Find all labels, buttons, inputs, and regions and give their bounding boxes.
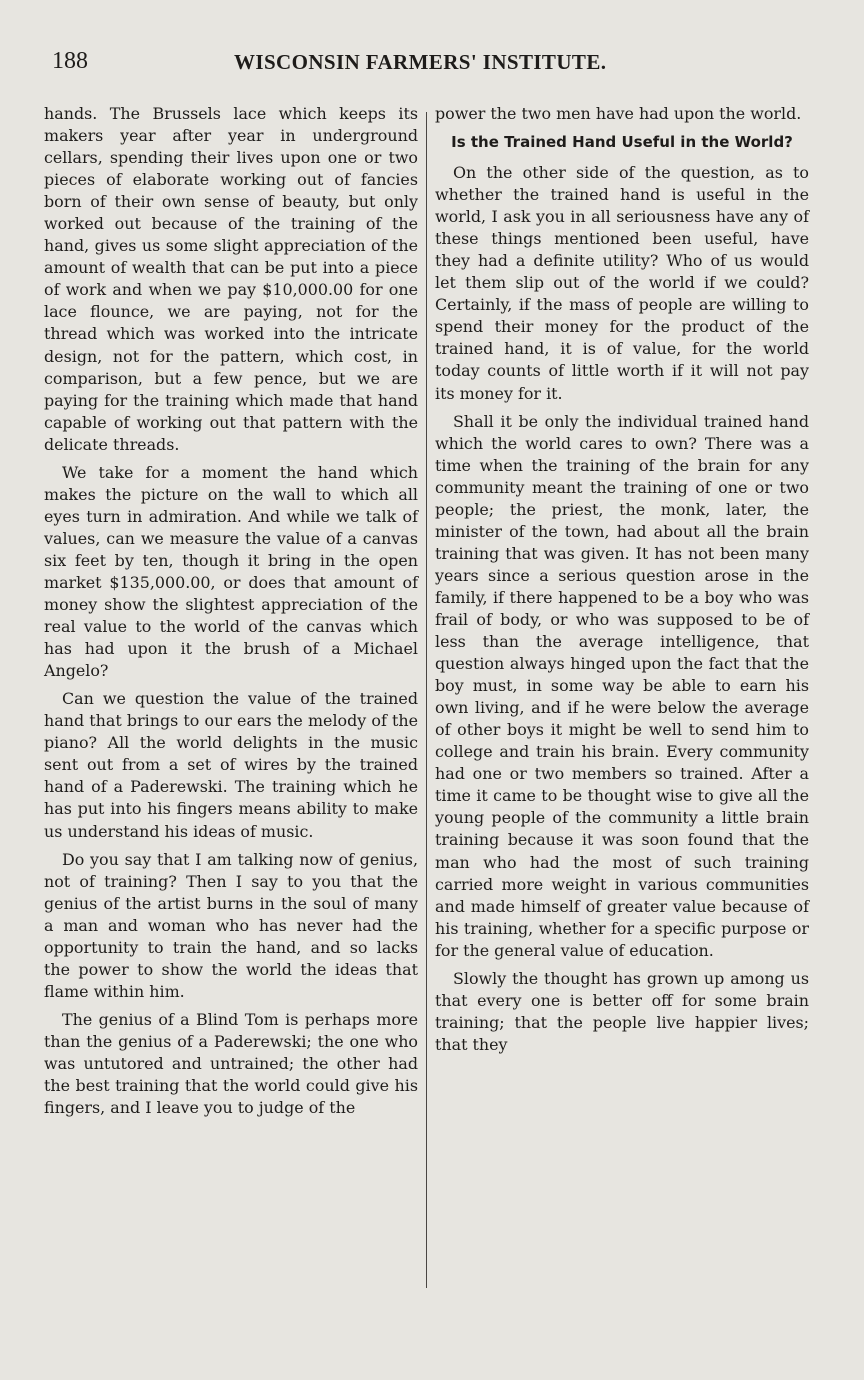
paragraph-genius: Do you say that I am talking now of genius, not of training? Then I say to you that the genius of the artist burns in the soul of many a man and woman who has never had the opportunity to train the hand, and so lacks the power to show the world the ideas that flame within him. (44, 849, 418, 1001)
section-heading: Is the Trained Hand Useful in the World? (451, 133, 793, 152)
page-number: 188 (52, 48, 88, 74)
running-title: WISCONSIN FARMERS' INSTITUTE. (234, 50, 607, 74)
paragraph-brain-training: Shall it be only the individual trained hand which the world cares to own? There was a time when the training of the brain for any community meant the training of one or two people; the priest, the monk, later, the minister of the town, had about all the brain training that was given. It has not been many years since a serious question arose in the family, if there happened to be a boy who was frail of body, or who was supposed to be of less than the average intelligence, that question always hinged upon the fact that the boy must, in some way be able to earn his own living, and if he were below the average of other boys it might be well to send him to college and train his brain. Every community had one or two members so trained. After a time it came to be thought wise to give all the young people of the community a little brain training because it was soon found that the man who had the most of such training carried more weight in various communities and made himself of greater value because of his training, whether for a specific purpose or for the general value of education. (435, 411, 809, 960)
paragraph-brussels-lace: hands. The Brussels lace which keeps its makers year after year in underground cellars, spending their lives upon one or two pieces of elaborate working out of fancies born of their own sense of beauty, but only worked out because of the training of the hand, gives us some slight appreciation of the amount of wealth that can be put into a piece of work and when we pay $10,000.00 for one lace flounce, we are paying, not for the thread which was worked into the intricate design, not for the pattern, which cost, in comparison, but a few pence, but we are paying for the training which made that hand capable of working out that pattern with the delicate threads. (44, 104, 418, 454)
paragraph-continued: power the two men have had upon the world. (435, 104, 802, 123)
paragraph-blind-tom: The genius of a Blind Tom is perhaps more than the genius of a Paderewski; the one who was untutored and untrained; the other had the best training that the world could give his fingers, and I leave you to judge of the (44, 1009, 418, 1118)
paragraph-piano: Can we question the value of the trained hand that brings to our ears the melody of the piano? All the world delights in the music sent out from a set of wires by the trained hand of a Paderewski. The training which he has put into his fingers means ability to make us understand his ideas of music. (44, 689, 418, 841)
left-column (44, 103, 418, 1125)
paragraph-usefulness: On the other side of the question, as to whether the trained hand is useful in the world, I ask you in all seriousness have any of these things mentioned been useful, have they had a definite utility? Who of us would let them slip out of the world if we could? Certainly, if the mass of people are willing to spend their money for the product of the trained hand, it is of value, for the world today counts of little worth if it will not pay its money for it. (435, 163, 809, 403)
running-header (48, 44, 638, 80)
column-divider (426, 112, 427, 1288)
paragraph-painting-value: We take for a moment the hand which makes the picture on the wall to which all eyes turn in admiration. And while we talk of values, can we measure the value of a canvas six feet by ten, though it bring in the open market $135,000.00, or does that amount of money show the slightest appreciation of the real value to the world of the canvas which has had upon it the brush of a Michael Angelo? (44, 462, 418, 681)
paragraph-slowly: Slowly the thought has grown up among us that every one is better off for some brain training; that the people live happier lives; that they (435, 968, 809, 1054)
right-column (435, 103, 809, 1062)
